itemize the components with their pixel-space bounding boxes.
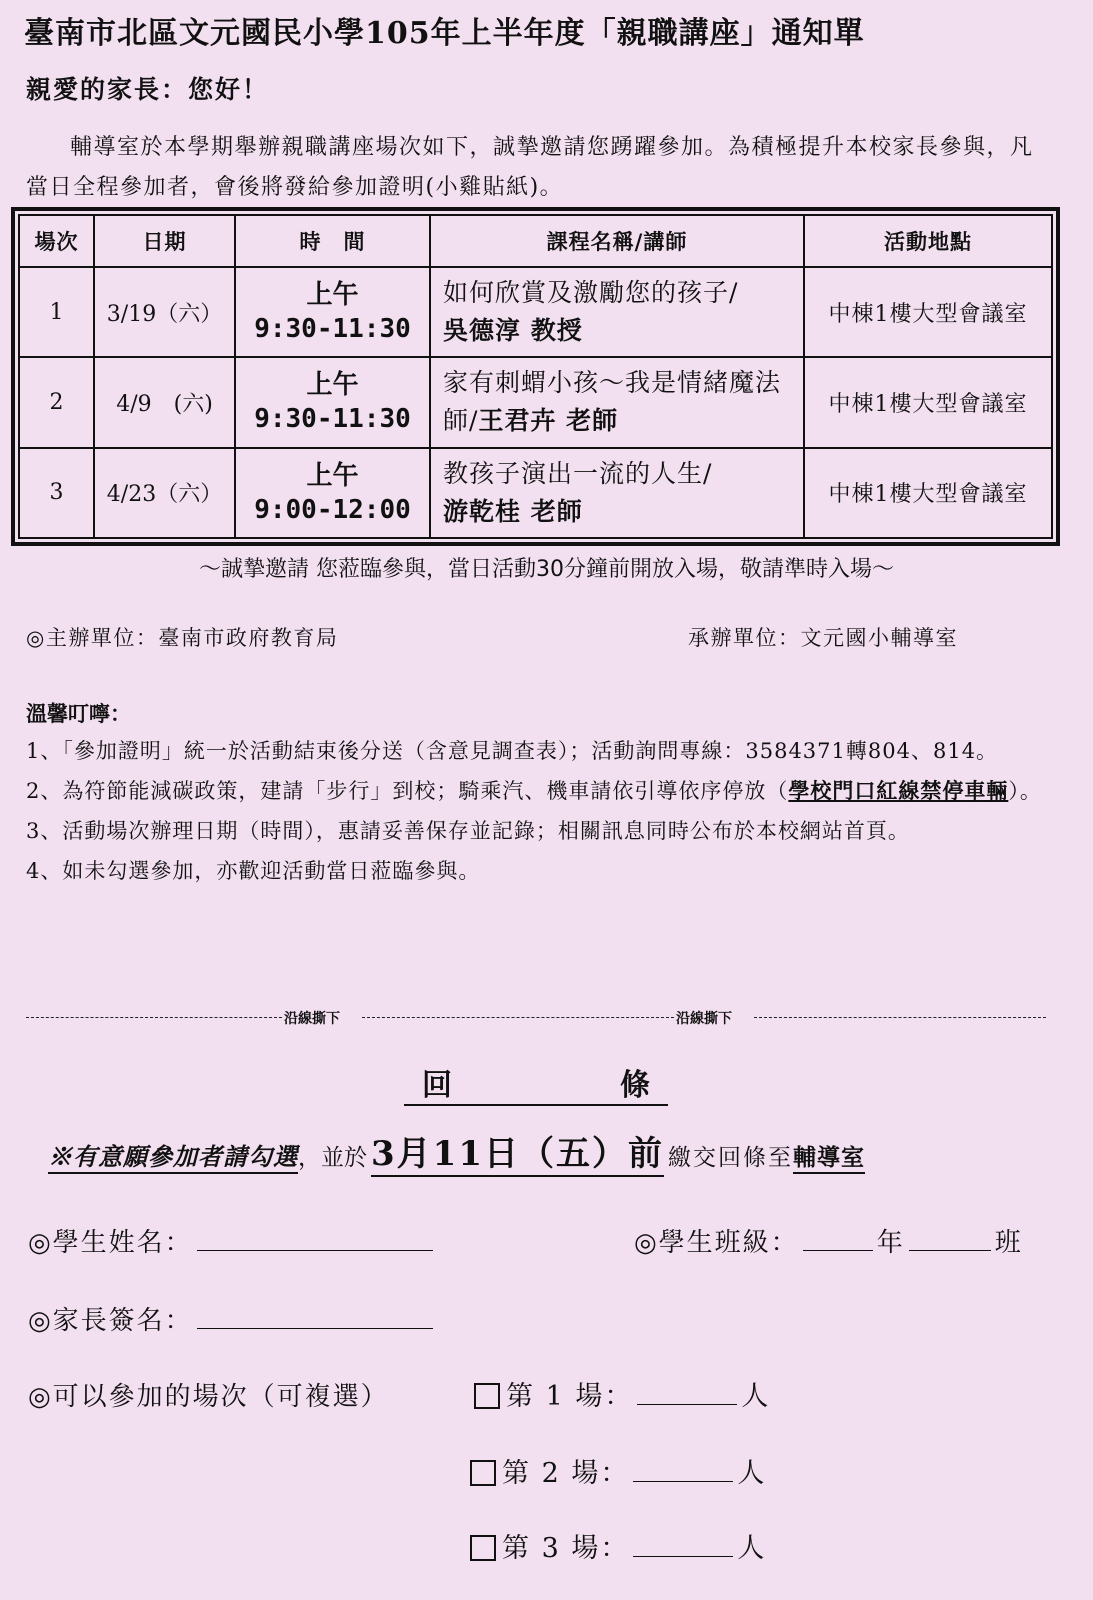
reply-slip-title	[404, 1060, 668, 1106]
student-name-field	[28, 1222, 437, 1259]
co-organizer: 承辦單位：文元國小輔導室	[688, 626, 958, 650]
tip-text: 2、為符節能減碳政策，建請「步行」到校；騎乘汽、機車請依引導依序停放（	[26, 779, 789, 803]
header-session: 場次	[19, 215, 94, 267]
dash-segment	[362, 1017, 674, 1018]
field-label: ◎學生班級：	[634, 1228, 799, 1258]
time-period: 上午	[306, 370, 359, 401]
session-time	[235, 448, 430, 538]
session-option-label: 第 3 場：	[502, 1533, 630, 1564]
session-2-count-line[interactable]	[633, 1455, 733, 1482]
session-course	[430, 267, 804, 357]
session-course	[430, 357, 804, 447]
session-date: 4/23（六）	[94, 448, 235, 538]
time-range: 9:30-11:30	[254, 314, 411, 345]
session-number: 2	[19, 357, 94, 447]
grade-input-line[interactable]	[803, 1224, 873, 1251]
reply-title-char: 回	[422, 1068, 452, 1103]
instruction-destination: 輔導室	[793, 1139, 865, 1174]
session-date: 4/9 (六)	[94, 357, 235, 447]
parent-sign-input-line[interactable]	[197, 1302, 433, 1329]
header-date: 日期	[94, 215, 235, 267]
tear-label: 沿線撕下	[674, 1008, 734, 1028]
field-label: ◎家長簽名：	[28, 1306, 193, 1336]
unit-label: 人	[741, 1381, 771, 1412]
tip-item	[26, 772, 1056, 810]
session-location: 中棟1樓大型會議室	[804, 267, 1052, 357]
table-header-row	[19, 215, 1052, 267]
tear-label: 沿線撕下	[282, 1008, 342, 1028]
lecturer-name: 王君卉 老師	[478, 406, 619, 436]
session-time	[235, 267, 430, 357]
tip-text: ）。	[1008, 779, 1042, 803]
session-table	[11, 207, 1060, 546]
course-title: 如何欣賞及激勵您的孩子/	[443, 278, 739, 308]
session-course	[430, 448, 804, 538]
sessions-label: ◎可以參加的場次（可複選）	[28, 1382, 389, 1412]
lecturer-name: 吳德淳 教授	[443, 316, 583, 346]
reply-title-char: 條	[620, 1068, 650, 1103]
parent-sign-field	[28, 1300, 437, 1337]
session-option-1	[474, 1374, 770, 1413]
session-option-label: 第 1 場：	[506, 1381, 634, 1412]
tear-line	[26, 1008, 1046, 1028]
header-time: 時 間	[235, 215, 430, 267]
table-row	[19, 357, 1052, 447]
header-location: 活動地點	[804, 215, 1052, 267]
lecturer-name: 游乾桂 老師	[443, 496, 583, 526]
field-label: ◎學生姓名：	[28, 1228, 193, 1258]
session-number: 3	[19, 448, 94, 538]
session-option-3	[470, 1526, 766, 1565]
invitation-note: ～誠摯邀請 您蒞臨參與，當日活動30分鐘前開放入場，敬請準時入場～	[199, 557, 894, 582]
dash-segment	[754, 1017, 1046, 1018]
session-option-label: 第 2 場：	[502, 1458, 630, 1489]
session-1-count-line[interactable]	[637, 1378, 737, 1405]
header-course: 課程名稱/講師	[430, 215, 804, 267]
table-row	[19, 448, 1052, 538]
student-class-field	[634, 1222, 1023, 1259]
tip-item: 3、活動場次辦理日期（時間），惠請妥善保存並記錄；相關訊息同時公布於本校網站首頁。	[26, 819, 910, 843]
intro-paragraph: 輔導室於本學期舉辦親職講座場次如下，誠摯邀請您踴躍參加。為積極提升本校家長參與，凡當日全程參加者，會後將發給參加證明(小雞貼紙)。	[26, 135, 1034, 200]
session-date: 3/19（六）	[94, 267, 235, 357]
course-title: 教孩子演出一流的人生/	[443, 458, 713, 488]
time-period: 上午	[306, 460, 359, 491]
tip-emphasis: 學校門口紅線禁停車輛	[788, 778, 1009, 803]
course-title: 家有刺蝟小孩～我是情緒魔法師/	[443, 368, 782, 436]
session-number: 1	[19, 267, 94, 357]
time-range: 9:30-11:30	[254, 404, 411, 435]
session-3-checkbox[interactable]	[470, 1535, 496, 1561]
instruction-emphasis: ※有意願參加者請勾選	[48, 1137, 298, 1174]
reply-instruction	[48, 1126, 865, 1177]
session-1-checkbox[interactable]	[474, 1383, 500, 1409]
table-row	[19, 267, 1052, 357]
deadline-date: 3月11日（五）前	[371, 1126, 664, 1177]
instruction-text: 繳交回條至	[667, 1145, 793, 1171]
tips-heading: 溫馨叮嚀：	[26, 701, 131, 726]
session-3-count-line[interactable]	[633, 1530, 733, 1557]
time-range: 9:00-12:00	[254, 494, 411, 525]
unit-label: 人	[737, 1533, 767, 1564]
greeting: 親愛的家長：您好！	[26, 75, 270, 104]
page-title: 臺南市北區文元國民小學105年上半年度「親職講座」通知單	[24, 16, 865, 51]
session-option-2	[470, 1451, 766, 1490]
unit-label: 人	[737, 1458, 767, 1489]
session-location: 中棟1樓大型會議室	[804, 357, 1052, 447]
student-name-input-line[interactable]	[197, 1224, 433, 1251]
dash-segment	[26, 1017, 282, 1018]
instruction-text: ，並於	[298, 1145, 367, 1171]
tip-item: 1、「參加證明」統一於活動結束後分送（含意見調查表）；活動詢問專線：3584371轉804、814。	[26, 739, 999, 763]
session-time	[235, 357, 430, 447]
session-2-checkbox[interactable]	[470, 1460, 496, 1486]
class-input-line[interactable]	[909, 1224, 991, 1251]
session-location: 中棟1樓大型會議室	[804, 448, 1052, 538]
tips-list	[26, 732, 1056, 892]
tip-item: 4、如未勾選參加，亦歡迎活動當日蒞臨參與。	[26, 859, 481, 883]
class-label: 班	[994, 1228, 1023, 1258]
organizer: ◎主辦單位：臺南市政府教育局	[26, 626, 339, 650]
year-label: 年	[876, 1228, 905, 1258]
time-period: 上午	[306, 280, 359, 311]
